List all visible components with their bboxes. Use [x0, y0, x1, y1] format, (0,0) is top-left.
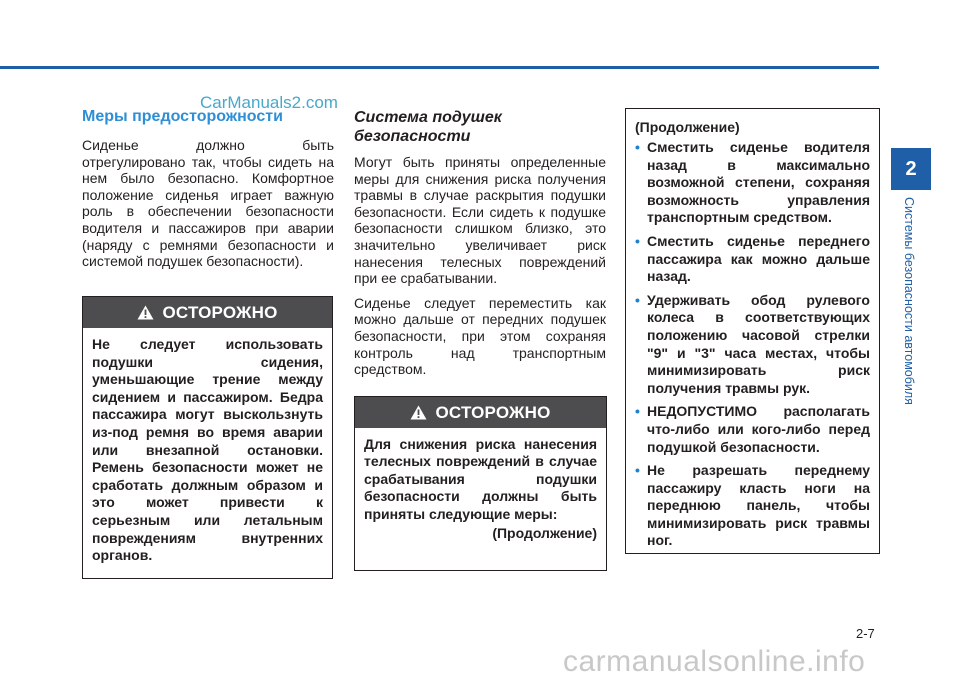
- warning-continuation-box: [625, 108, 880, 554]
- continued-label: (Продолжение): [492, 525, 597, 542]
- warning-box-2: [354, 396, 607, 571]
- warning-title: ОСТОРОЖНО: [435, 402, 551, 422]
- bullet-icon: •: [635, 139, 640, 155]
- bullet-icon: •: [635, 232, 640, 249]
- warning-header: [355, 397, 606, 428]
- bullet-icon: •: [635, 291, 640, 308]
- warning-body: Не следует использовать подушки сидения, уменьшающие трение между сидением и пассажиром. Бедра пассажира могут выскользнуть из-под ремня во время аварии или внезапной остановки. Ремень безопасности может не сработать должным образом и это может привести к серьезным или летальным повреждениям внутренних органов.: [92, 336, 323, 564]
- airbags-paragraph-1: Могут быть приняты определенные меры для снижения риска получения травмы в случае раскрытия подушки безопасности. Если сидеть к подушке безопасности слишком близко, это значительно увеличивает риск нанесения телесных повреждений при ее срабатывании.: [354, 154, 606, 287]
- list-item: • Удерживать обод рулевого колеса в соответствующих положению часовой стрелки "9" и "3" часа местах, чтобы минимизировать риск получения травмы рук.: [635, 291, 870, 396]
- column-1: [82, 108, 334, 278]
- page-number: 2-7: [856, 626, 875, 641]
- precaution-list: [626, 139, 879, 550]
- column-2: [354, 108, 606, 386]
- bullet-icon: •: [635, 462, 640, 479]
- watermark-bottom: carmanualsonline.info: [563, 645, 866, 678]
- watermark-top: CarManuals2.com: [200, 93, 338, 112]
- warning-text: Для снижения риска нанесения телесных повреждений в случае срабатывания подушки безопасности должны быть приняты следующие меры:: [364, 436, 597, 522]
- warning-triangle-icon: [137, 305, 154, 320]
- chapter-title-vertical: Системы безопасности автомобиля: [902, 197, 916, 405]
- list-item: • Сместить сиденье водителя назад в максимально возможной степени, сохраняя возможность управления транспортным средством.: [635, 139, 870, 226]
- section-heading-airbags: Система подушек безопасности: [354, 109, 502, 145]
- warning-triangle-icon: [410, 405, 427, 420]
- section-heading-precautions: Меры предосторожности: [82, 108, 283, 125]
- airbags-paragraph-2: Сиденье следует переместить как можно дальше от передних подушек безопасности, при этом сохраняя контроль над транспортным средством.: [354, 294, 606, 378]
- continued-label: (Продолжение): [635, 119, 740, 135]
- top-rule: [0, 66, 879, 69]
- precautions-paragraph: Сиденье должно быть отрегулировано так, чтобы сидеть на нем было безопасно. Комфортное положение сиденья играет важную роль в обеспечении безопасности водителя и пассажиров при аварии (наряду с ремнями безопасности и системой подушек безопасности).: [82, 137, 334, 270]
- warning-body: [355, 428, 606, 550]
- list-item: • Не разрешать переднему пассажиру класть ноги на переднюю панель, чтобы минимизировать риск травмы ног.: [635, 462, 870, 549]
- list-item: • НЕДОПУСТИМО располагать что-либо или кого-либо перед подушкой безопасности.: [635, 403, 870, 455]
- warning-header: [83, 297, 332, 328]
- bullet-icon: •: [635, 403, 640, 420]
- warning-box-1: [82, 296, 333, 579]
- list-item: • Сместить сиденье переднего пассажира как можно дальше назад.: [635, 232, 870, 285]
- chapter-number-tab: 2: [891, 148, 931, 190]
- warning-title: ОСТОРОЖНО: [162, 302, 278, 322]
